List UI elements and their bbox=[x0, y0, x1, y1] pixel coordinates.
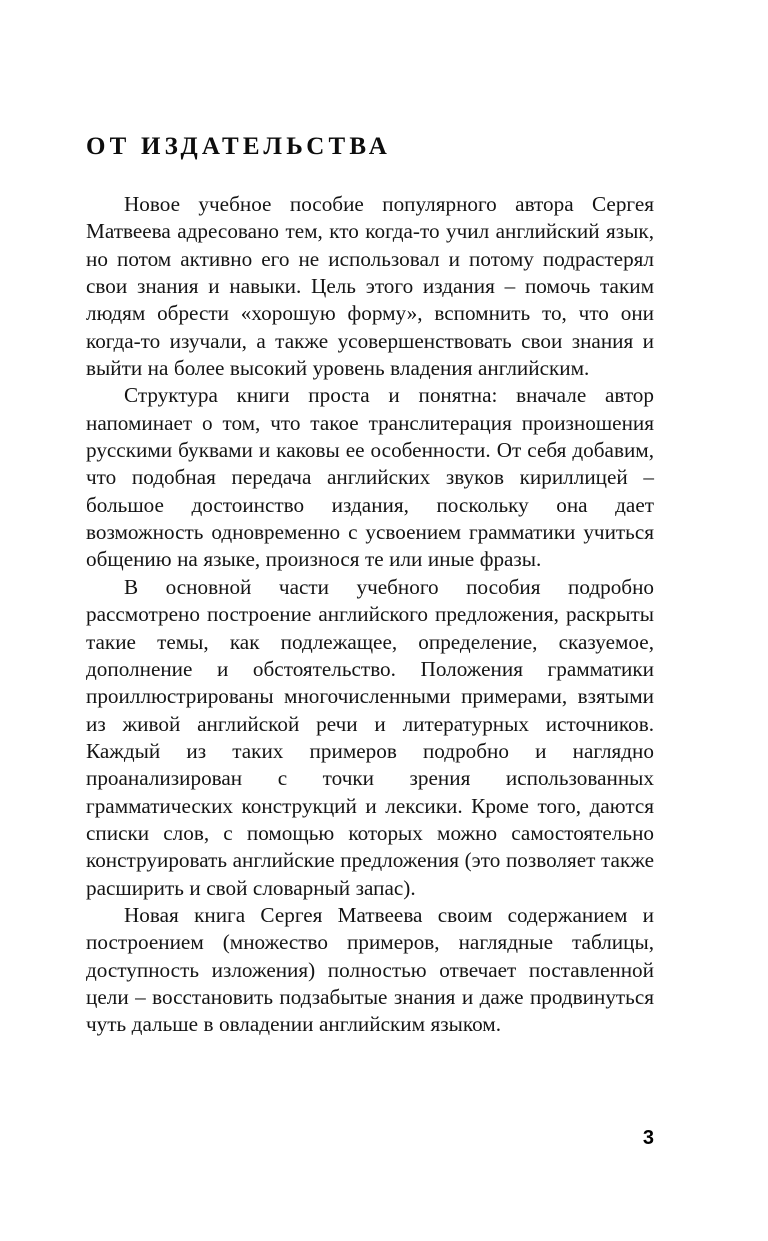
paragraph-2: Структура книги проста и понятна: вначале автор напоминает о том, что такое транслитерация произношения русскими буквами и каковы ее особенности. От себя добавим, что подобная передача английских звуков кириллицей – большое достоинство издания, поскольку она дает возможность одновременно с усвоением грамматики учиться общению на языке, произнося те или иные фразы. bbox=[86, 383, 654, 572]
body-text-block bbox=[86, 191, 654, 1039]
page-content bbox=[86, 132, 654, 1039]
paragraph-3: В основной части учебного пособия подробно рассмотрено построение английского предложения, раскрыты такие темы, как подлежащее, определение, сказуемое, дополнение и обстоятельство. Положения грамматики проиллюстрированы многочисленными примерами, взятыми из живой английской речи и литературных источников. Каждый из таких примеров подробно и наглядно проанализирован с точки зрения использованных грамматических конструкций и лексики. Кроме того, даются списки слов, с помощью которых можно самостоятельно конструировать английские предложения (это позволяет также расширить и свой словарный запас). bbox=[86, 574, 654, 900]
paragraph-1: Новое учебное пособие популярного автора Сергея Матвеева адресовано тем, кто когда-то учил английский язык, но потом активно его не использовал и потому подрастерял свои знания и навыки. Цель этого издания – помочь таким людям обрести «хорошую форму», вспомнить то, что они когда-то изучали, а также усовершенствовать свои знания и выйти на более высокий уровень владения английским. bbox=[86, 192, 654, 381]
page-number: 3 bbox=[642, 1127, 654, 1149]
page-title: ОТ ИЗДАТЕЛЬСТВА bbox=[86, 133, 391, 160]
paragraph-4: Новая книга Сергея Матвеева своим содержанием и построением (множество примеров, наглядные таблицы, доступность изложения) полностью отвечает поставленной цели – восстановить подзабытые знания и даже продвинуться чуть дальше в овладении английским языком. bbox=[86, 902, 654, 1037]
